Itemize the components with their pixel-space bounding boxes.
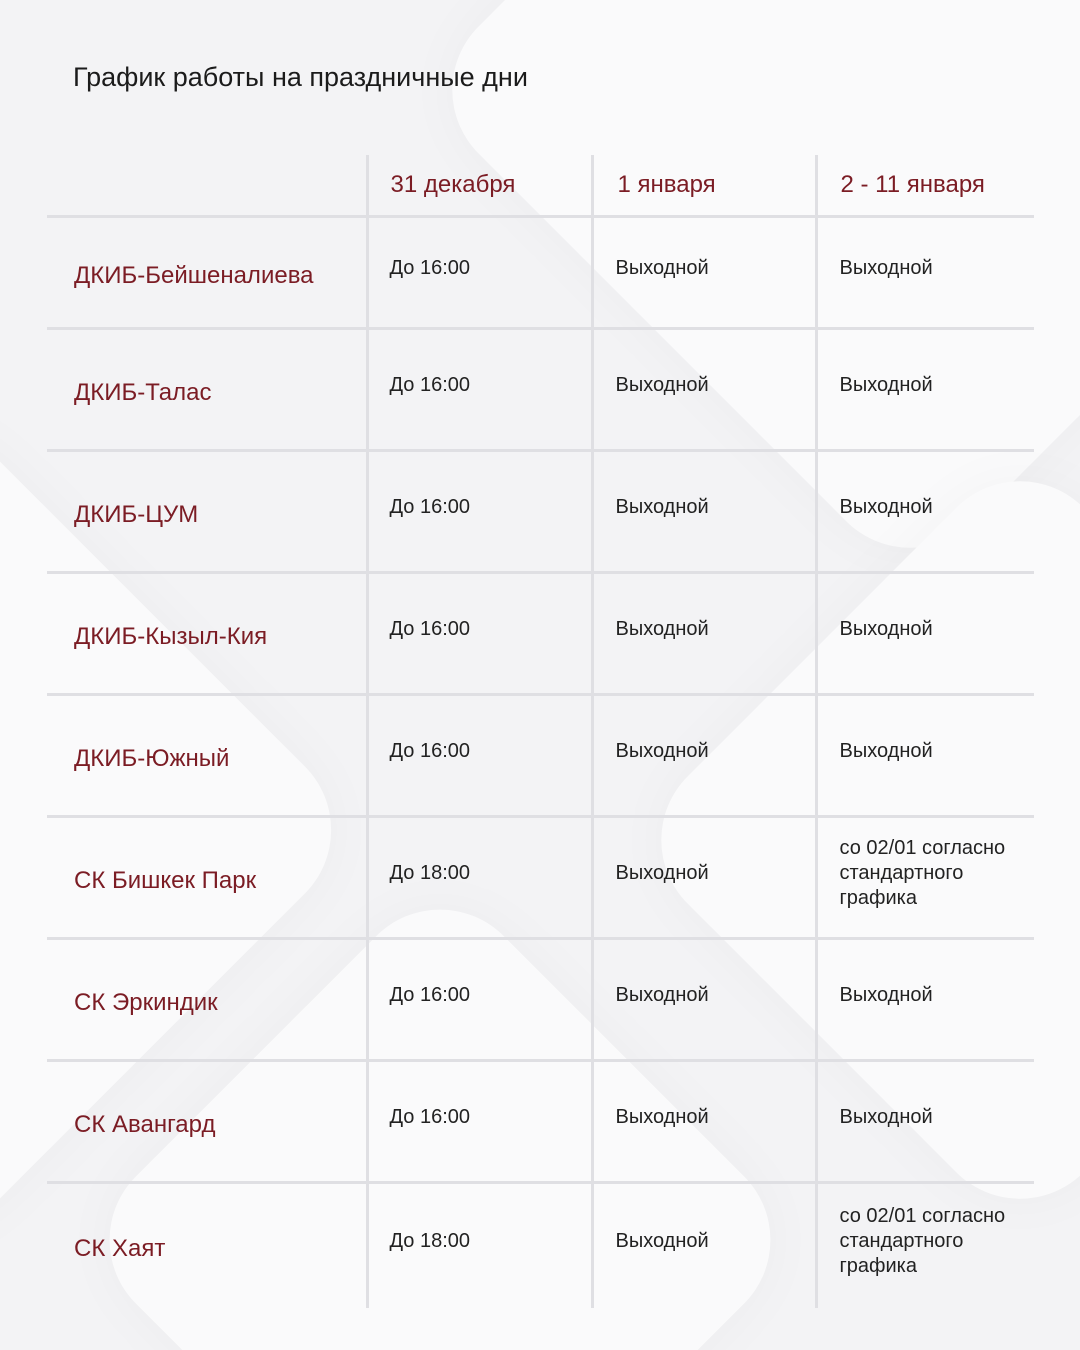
schedule-table [47, 155, 1034, 1308]
location-name: СК Бишкек Парк [47, 817, 367, 939]
jan1-hours: Выходной [592, 573, 816, 695]
dec31-hours: До 18:00 [367, 1183, 592, 1308]
table-row [47, 939, 1034, 1061]
dec31-hours: До 18:00 [367, 817, 592, 939]
jan2-11-hours: Выходной [816, 695, 1034, 817]
page-title: График работы на праздничные дни [73, 62, 528, 92]
location-name: ДКИБ-Бейшеналиева [47, 217, 367, 329]
jan1-hours: Выходной [592, 817, 816, 939]
location-name: ДКИБ-Кызыл-Кия [47, 573, 367, 695]
jan1-hours: Выходной [592, 1183, 816, 1308]
jan1-hours: Выходной [592, 217, 816, 329]
column-header-location [47, 155, 367, 217]
jan1-hours: Выходной [592, 1061, 816, 1183]
location-name: СК Хаят [74, 1234, 166, 1262]
jan2-11-hours: Выходной [816, 1061, 1034, 1183]
jan2-11-hours: Выходной [816, 939, 1034, 1061]
jan2-11-hours: Выходной [816, 217, 1034, 329]
location-name: ДКИБ-Южный [47, 695, 367, 817]
table-row [47, 1061, 1034, 1183]
column-header-jan1: 1 января [592, 155, 816, 217]
table-row [47, 695, 1034, 817]
dec31-hours: До 16:00 [367, 939, 592, 1061]
table-row [47, 217, 1034, 329]
schedule-table-wrapper [47, 155, 1034, 1308]
jan1-hours: Выходной [592, 451, 816, 573]
table-header [47, 155, 1034, 217]
table-row [47, 451, 1034, 573]
location-name: ДКИБ-ЦУМ [47, 451, 367, 573]
table-row [47, 817, 1034, 939]
header-row [47, 155, 1034, 217]
table-row [47, 329, 1034, 451]
table-row [47, 1183, 1034, 1308]
dec31-hours: До 16:00 [367, 329, 592, 451]
jan1-hours: Выходной [592, 939, 816, 1061]
column-header-dec31: 31 декабря [367, 155, 592, 217]
location-name: СК Эркиндик [47, 939, 367, 1061]
dec31-hours: До 16:00 [367, 451, 592, 573]
location-name: ДКИБ-Талас [47, 329, 367, 451]
dec31-hours: До 16:00 [367, 695, 592, 817]
location-name: СК Авангард [47, 1061, 367, 1183]
jan2-11-hours: со 02/01 согласно стандартного графика [816, 817, 1034, 939]
jan2-11-hours: Выходной [816, 329, 1034, 451]
dec31-hours: До 16:00 [367, 573, 592, 695]
dec31-hours: До 16:00 [367, 217, 592, 329]
jan2-11-hours: Выходной [816, 451, 1034, 573]
jan2-11-hours: Выходной [816, 573, 1034, 695]
jan1-hours: Выходной [592, 329, 816, 451]
jan2-11-hours: со 02/01 согласно стандартного графика [816, 1183, 1034, 1308]
jan1-hours: Выходной [592, 695, 816, 817]
table-row [47, 573, 1034, 695]
table-body [47, 217, 1034, 1308]
dec31-hours: До 16:00 [367, 1061, 592, 1183]
column-header-jan2-11: 2 - 11 января [816, 155, 1034, 217]
